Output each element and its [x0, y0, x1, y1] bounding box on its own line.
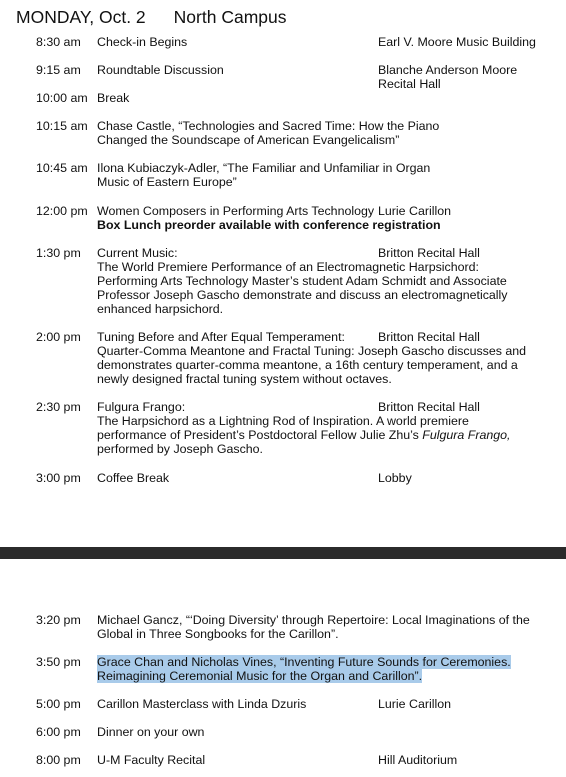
- page-separator: [0, 547, 566, 559]
- event-time: 5:00 pm: [36, 697, 81, 711]
- event-title: U-M Faculty Recital: [97, 753, 206, 767]
- document-page-2: [0, 559, 566, 777]
- event-title: Carillon Masterclass with Linda Dzuris: [97, 697, 307, 711]
- event-time: 3:20 pm: [36, 613, 81, 627]
- event-title: Fulgura Frango:: [97, 400, 186, 414]
- event-title: Tuning Before and After Equal Temperament:: [97, 330, 345, 344]
- event-description-line: performed by Joseph Gascho.: [97, 442, 263, 456]
- day-heading: [16, 6, 287, 28]
- event-time: 6:00 pm: [36, 725, 81, 739]
- event-description-line: The Harpsichord as a Lightning Rod of Inspiration. A world premiere: [97, 414, 469, 428]
- event-description-line: Professor Joseph Gascho demonstrate and discuss an electromagnetically: [97, 288, 508, 302]
- event-description-line: newly designed fractal tuning system without octaves.: [97, 372, 392, 386]
- event-time: 10:45 am: [36, 161, 88, 175]
- work-title: Fulgura Frango,: [422, 428, 511, 442]
- event-time: 2:30 pm: [36, 400, 81, 414]
- event-title: Break: [97, 91, 130, 105]
- event-time: 10:15 am: [36, 119, 88, 133]
- selected-text[interactable]: Reimagining Ceremonial Music for the Organ and Carillon”.: [97, 669, 423, 683]
- event-description-line: Performing Arts Technology Master’s student Adam Schmidt and Associate: [97, 274, 507, 288]
- event-title: Women Composers in Performing Arts Technology: [97, 204, 375, 218]
- event-location: Lobby: [378, 471, 412, 485]
- event-description-line: demonstrates quarter-comma meantone, a 16th century temperament, and a: [97, 358, 518, 372]
- event-time: 3:00 pm: [36, 471, 81, 485]
- event-location: Lurie Carillon: [378, 697, 452, 711]
- event-description-line: Quarter-Comma Meantone and Fractal Tuning: Joseph Gascho discusses and: [97, 344, 527, 358]
- event-title: Coffee Break: [97, 471, 170, 485]
- event-title: Check-in Begins: [97, 35, 188, 49]
- event-note: Box Lunch preorder available with conference registration: [97, 218, 441, 232]
- event-location-line: Recital Hall: [378, 77, 441, 91]
- event-time: 9:15 am: [36, 63, 81, 77]
- event-description-line: Chase Castle, “Technologies and Sacred Time: How the Piano: [97, 119, 440, 133]
- event-location-line: Blanche Anderson Moore: [378, 63, 518, 77]
- event-time: 8:00 pm: [36, 753, 81, 767]
- event-title: Dinner on your own: [97, 725, 205, 739]
- selected-text[interactable]: Grace Chan and Nicholas Vines, “Inventing Future Sounds for Ceremonies.: [97, 655, 511, 669]
- event-description-line: Music of Eastern Europe”: [97, 175, 237, 189]
- day-date: MONDAY, Oct. 2: [16, 7, 146, 27]
- campus-name: North Campus: [173, 7, 287, 27]
- event-location: Britton Recital Hall: [378, 330, 480, 344]
- event-location: Lurie Carillon: [378, 204, 452, 218]
- event-title: Current Music:: [97, 246, 178, 260]
- event-description-line: Global in Three Songbooks for the Carillon”.: [97, 627, 339, 641]
- event-time: 2:00 pm: [36, 330, 81, 344]
- event-time: 1:30 pm: [36, 246, 81, 260]
- event-location: Hill Auditorium: [378, 753, 458, 767]
- event-title: Roundtable Discussion: [97, 63, 224, 77]
- event-description-line: [97, 669, 537, 683]
- event-location: [378, 63, 517, 91]
- event-time: 12:00 pm: [36, 204, 88, 218]
- event-location: Earl V. Moore Music Building: [378, 35, 536, 49]
- event-location: Britton Recital Hall: [378, 246, 480, 260]
- event-description-line: [97, 655, 537, 669]
- event-time: 10:00 am: [36, 91, 88, 105]
- event-description-line: Michael Gancz, “‘Doing Diversity’ through Repertoire: Local Imaginations of the: [97, 613, 530, 627]
- event-location: Britton Recital Hall: [378, 400, 480, 414]
- event-time: 8:30 am: [36, 35, 81, 49]
- event-description-line: Ilona Kubiaczyk-Adler, “The Familiar and Unfamiliar in Organ: [97, 161, 431, 175]
- event-description-line: enhanced harpsichord.: [97, 302, 224, 316]
- event-description-text: performance of President’s Postdoctoral Fellow Julie Zhu’s: [97, 428, 423, 442]
- event-time: 3:50 pm: [36, 655, 81, 669]
- event-description-line: [97, 428, 537, 442]
- event-description-line: Changed the Soundscape of American Evangelicalism”: [97, 133, 400, 147]
- event-description-line: The World Premiere Performance of an Electromagnetic Harpsichord:: [97, 260, 479, 274]
